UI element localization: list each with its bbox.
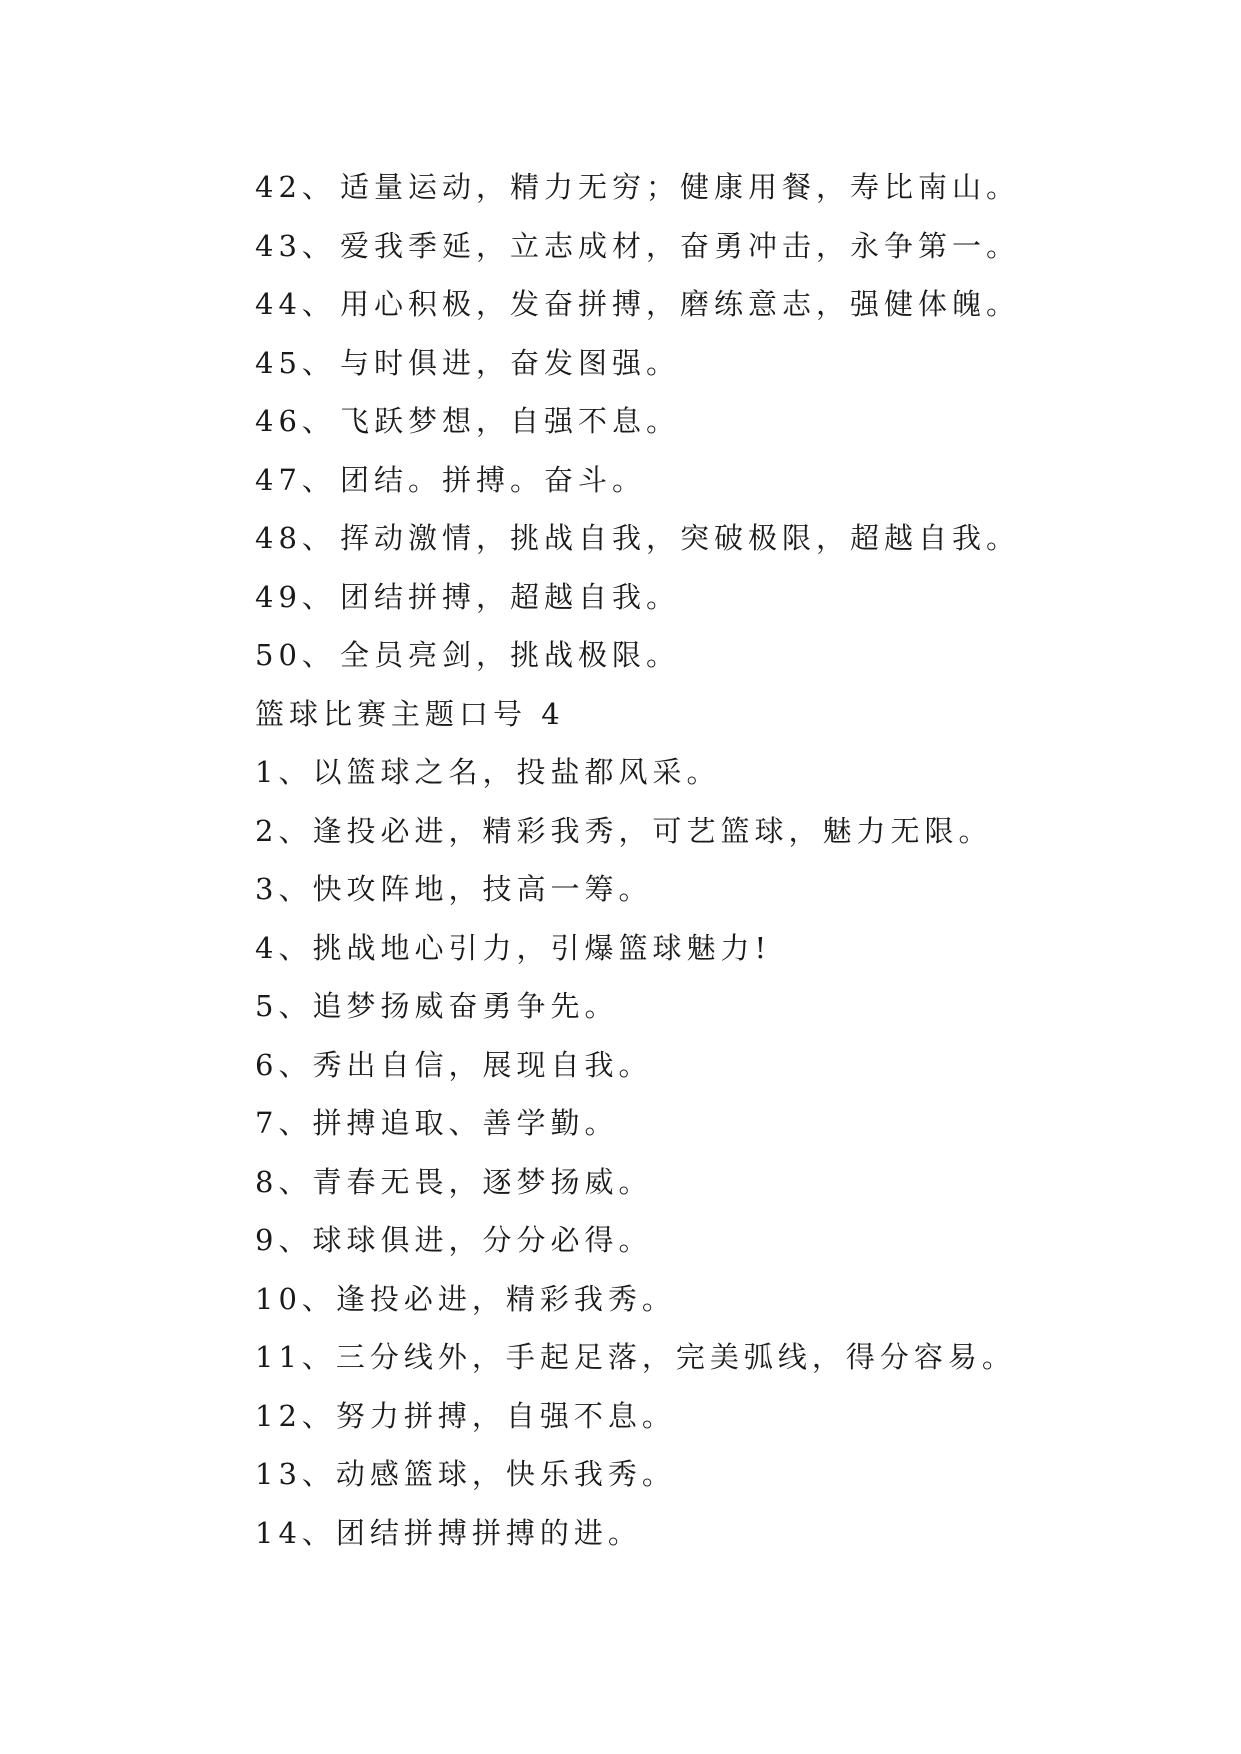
list-item (255, 1211, 1155, 1270)
item-number: 11、 (255, 1340, 336, 1374)
item-text: 挥动激情，挑战自我，突破极限，超越自我。 (340, 521, 1021, 555)
list-item (255, 158, 1155, 217)
list-item (255, 919, 1155, 978)
list-item (255, 392, 1155, 451)
item-number: 46、 (255, 404, 336, 438)
item-number: 48、 (255, 521, 336, 555)
item-number: 6、 (255, 1047, 313, 1082)
list-item (255, 1387, 1155, 1446)
item-number: 10、 (255, 1281, 336, 1316)
item-text: 全员亮剑，挑战极限。 (340, 638, 681, 672)
item-text: 适量运动，精力无穷；健康用餐，寿比南山。 (340, 170, 1021, 204)
item-text: 动感篮球，快乐我秀。 (335, 1457, 676, 1491)
section-heading: 篮球比赛主题口号 4 (255, 696, 565, 731)
item-text: 团结拼搏拼搏的进。 (335, 1515, 642, 1550)
list-item (255, 977, 1155, 1036)
item-text: 青春无畏，逐梦扬威。 (312, 1164, 653, 1199)
item-text: 用心积极，发奋拼搏，磨练意志，强健体魄。 (340, 287, 1021, 321)
item-number: 45、 (255, 345, 336, 380)
item-text: 挑战地心引力，引爆篮球魅力! (312, 930, 772, 965)
item-number: 14、 (255, 1515, 336, 1550)
item-number: 44、 (255, 287, 336, 321)
list-item (255, 1328, 1155, 1387)
list-item (255, 860, 1155, 919)
item-number: 8、 (255, 1164, 313, 1199)
item-text: 三分线外，手起足落，完美弧线，得分容易。 (335, 1340, 1016, 1374)
list-item (255, 743, 1155, 802)
list-item (255, 1445, 1155, 1504)
item-text: 逢投必进，精彩我秀。 (335, 1281, 676, 1316)
item-number: 9、 (255, 1223, 313, 1257)
item-number: 49、 (255, 579, 336, 614)
item-number: 12、 (255, 1398, 336, 1433)
list-item (255, 802, 1155, 861)
item-number: 4、 (255, 930, 313, 965)
list-item (255, 334, 1155, 393)
item-text: 飞跃梦想，自强不息。 (340, 404, 681, 438)
item-number: 43、 (255, 228, 336, 263)
item-text: 秀出自信，展现自我。 (312, 1047, 653, 1082)
item-number: 2、 (255, 813, 313, 848)
item-number: 50、 (255, 638, 336, 672)
list-item (255, 568, 1155, 627)
item-number: 7、 (255, 1106, 313, 1140)
item-text: 努力拼搏，自强不息。 (335, 1398, 676, 1433)
item-number: 42、 (255, 170, 336, 204)
item-text: 爱我季延，立志成材，奋勇冲击，永争第一。 (340, 228, 1021, 263)
item-text: 团结拼搏，超越自我。 (340, 579, 681, 614)
list-item (255, 1504, 1155, 1563)
list-item (255, 1153, 1155, 1212)
list-item (255, 1270, 1155, 1329)
list-item (255, 275, 1155, 334)
list-item (255, 217, 1155, 276)
item-text: 团结。拼搏。奋斗。 (340, 462, 647, 497)
item-number: 3、 (255, 872, 313, 906)
item-text: 与时俱进，奋发图强。 (340, 345, 681, 380)
list-item (255, 451, 1155, 510)
item-text: 球球俱进，分分必得。 (312, 1223, 653, 1257)
item-number: 47、 (255, 462, 336, 497)
list-item (255, 509, 1155, 568)
item-text: 逢投必进，精彩我秀，可艺篮球，魅力无限。 (312, 813, 993, 848)
item-text: 以篮球之名，投盐都风采。 (312, 755, 721, 789)
item-text: 快攻阵地，技高一筹。 (312, 872, 653, 906)
item-number: 1、 (255, 755, 313, 789)
list-item (255, 626, 1155, 685)
item-text: 追梦扬威奋勇争先。 (312, 989, 619, 1023)
item-number: 13、 (255, 1457, 336, 1491)
item-text: 拼搏追取、善学勤。 (312, 1106, 619, 1140)
list-item (255, 1036, 1155, 1095)
item-number: 5、 (255, 989, 313, 1023)
slogan-list (255, 158, 1155, 1562)
list-item (255, 1094, 1155, 1153)
